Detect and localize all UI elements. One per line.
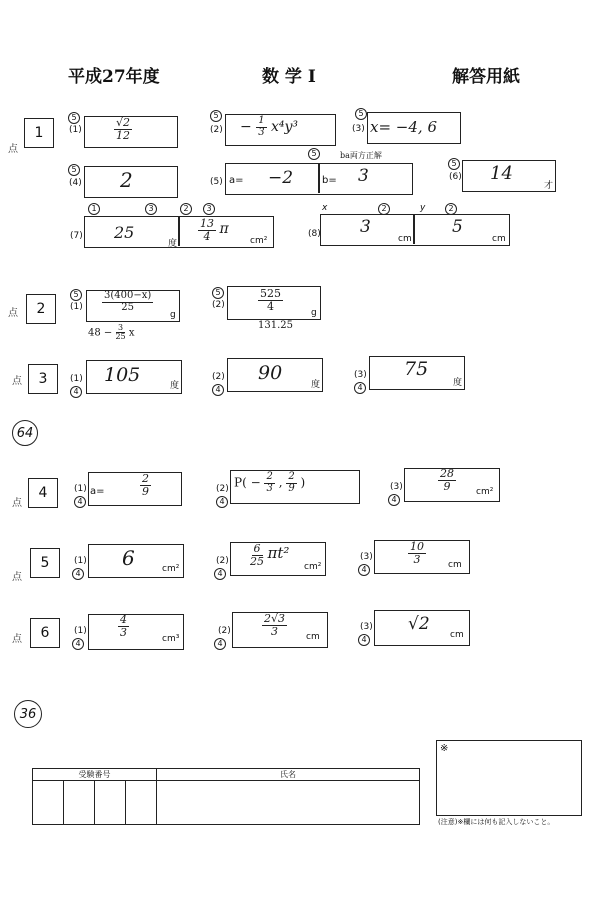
q4-3-score: 4 xyxy=(388,494,400,506)
official-use-box xyxy=(436,740,582,816)
q2-mark: 点 xyxy=(8,308,18,319)
q1-4-answer: 2 xyxy=(120,168,133,192)
q1-8-divider xyxy=(413,214,415,244)
q1-8-score-2: 2 xyxy=(445,203,457,215)
q4-3-label: (3) xyxy=(390,482,403,492)
q5-2-tail: πt² xyxy=(267,544,290,563)
q4-2-score: 4 xyxy=(216,496,228,508)
q3-1-score: 4 xyxy=(70,386,82,398)
question-number-6: 6 xyxy=(30,618,60,648)
q5-mark: 点 xyxy=(12,572,22,583)
q1-8-label: (8) xyxy=(308,229,321,239)
subtotal-score-2: 36 xyxy=(14,700,42,728)
question-number-2: 2 xyxy=(26,294,56,324)
q5-1-score: 4 xyxy=(72,568,84,580)
q2-2-num: 525 xyxy=(260,287,281,300)
q1-5-divider xyxy=(318,163,320,193)
q6-1-num: 4 xyxy=(120,613,127,626)
name-field[interactable] xyxy=(157,781,420,825)
q2-1-work-num: 3 xyxy=(118,323,124,332)
q1-7-num: 13 xyxy=(200,217,214,230)
q4-2-sign: − xyxy=(250,475,261,490)
question-number-4: 4 xyxy=(28,478,58,508)
q6-1-score: 4 xyxy=(72,638,84,650)
q5-3-den: 3 xyxy=(413,552,421,566)
q2-1-work-x: x xyxy=(128,327,135,339)
official-use-mark: ※ xyxy=(440,743,449,754)
q1-8-x-label: x xyxy=(322,203,328,213)
q4-mark: 点 xyxy=(12,498,22,509)
exam-number-header: 受験番号 xyxy=(33,769,157,781)
q1-8-unit-1: cm xyxy=(398,234,412,244)
q3-2-answer: 90 xyxy=(258,362,283,384)
q2-1-num: 3(400−x) xyxy=(104,290,152,301)
q1-7-score-2: 3 xyxy=(145,203,157,215)
q3-3-unit: 度 xyxy=(453,378,463,388)
q1-7-divider xyxy=(178,216,180,246)
q1-7-pi: π xyxy=(219,221,229,238)
answer-box-q1-8[interactable] xyxy=(320,214,510,246)
q1-3-answer: x= −4, 6 xyxy=(370,118,437,136)
q3-2-score: 4 xyxy=(212,384,224,396)
q1-5-label: (5) xyxy=(210,177,223,187)
q4-2-label: (2) xyxy=(216,484,229,494)
q3-1-answer: 105 xyxy=(104,364,141,386)
q1-6-answer: 14 xyxy=(490,163,513,184)
q5-2-score: 4 xyxy=(214,568,226,580)
subtotal-score-1: 64 xyxy=(12,420,38,446)
name-header: 氏名 xyxy=(157,769,420,781)
q5-1-answer: 6 xyxy=(122,546,135,570)
q4-3-unit: cm² xyxy=(476,487,494,497)
q1-1-den: 12 xyxy=(116,128,130,142)
q4-2-den-1: 3 xyxy=(266,482,273,494)
q6-3-unit: cm xyxy=(450,630,464,640)
q3-2-unit: 度 xyxy=(311,380,321,390)
q3-1-label: (1) xyxy=(70,374,83,384)
q1-5-b-value: 3 xyxy=(358,166,369,186)
q1-2-answer: x⁴y³ xyxy=(271,119,299,135)
q6-2-label: (2) xyxy=(218,626,231,636)
q5-2-unit: cm² xyxy=(304,562,322,572)
q2-1-work-den: 25 xyxy=(115,332,126,342)
q4-1-label: (1) xyxy=(74,484,87,494)
q3-mark: 点 xyxy=(12,376,22,387)
q1-8-value-2: 5 xyxy=(452,217,463,237)
q2-1-score: 5 xyxy=(70,289,82,301)
q1-5-note: ba両方正解 xyxy=(340,151,382,160)
q4-1-score: 4 xyxy=(74,496,86,508)
q6-2-num: 2√3 xyxy=(264,612,286,625)
q2-2-work: 131.25 xyxy=(258,320,293,331)
q4-2-suffix: ) xyxy=(300,475,306,490)
q4-1-a-label: a= xyxy=(90,486,105,497)
q6-2-score: 4 xyxy=(214,638,226,650)
q1-6-label: (6) xyxy=(449,172,462,182)
q1-1-score: 5 xyxy=(68,112,80,124)
q1-2-coef-den: 3 xyxy=(258,126,265,138)
q4-2-num-1: 2 xyxy=(266,471,273,482)
q4-2-den-2: 9 xyxy=(288,482,295,494)
q1-6-unit: 才 xyxy=(544,181,554,191)
q6-1-label: (1) xyxy=(74,626,87,636)
q1-5-a-label: a= xyxy=(229,175,244,186)
q1-7-score-4: 3 xyxy=(203,203,215,215)
q1-3-score: 5 xyxy=(355,108,367,120)
q1-2-coef-num: 1 xyxy=(258,115,265,126)
q4-1-num: 2 xyxy=(142,472,149,485)
exam-number-digit-4[interactable] xyxy=(126,781,157,825)
exam-number-digit-1[interactable] xyxy=(33,781,64,825)
q4-1-den: 9 xyxy=(142,484,149,498)
q1-7-label: (7) xyxy=(70,231,83,241)
q5-2-num: 6 xyxy=(253,542,261,555)
question-number-5: 5 xyxy=(30,548,60,578)
q5-1-label: (1) xyxy=(74,556,87,566)
q2-1-label: (1) xyxy=(70,302,83,312)
q1-5-a-value: −2 xyxy=(268,168,294,188)
q5-2-den: 25 xyxy=(250,554,264,568)
q2-2-label: (2) xyxy=(212,300,225,310)
q1-8-unit-2: cm xyxy=(492,234,506,244)
q6-2-den: 3 xyxy=(271,624,278,638)
q5-3-unit: cm xyxy=(448,560,462,570)
q1-7-score-3: 2 xyxy=(180,203,192,215)
q4-2-prefix: P( xyxy=(234,475,247,490)
q1-mark: 点 xyxy=(8,144,18,155)
q6-2-unit: cm xyxy=(306,632,320,642)
q1-8-y-label: y xyxy=(420,203,426,213)
q5-2-label: (2) xyxy=(216,556,229,566)
q3-1-unit: 度 xyxy=(170,381,180,391)
exam-number-digit-3[interactable] xyxy=(95,781,126,825)
q1-8-value-1: 3 xyxy=(360,217,371,237)
q1-6-score: 5 xyxy=(448,158,460,170)
q1-4-score: 5 xyxy=(68,164,80,176)
q6-3-score: 4 xyxy=(358,634,370,646)
q1-2-sign: − xyxy=(240,119,252,135)
q5-1-unit: cm² xyxy=(162,564,180,574)
q5-3-num: 10 xyxy=(410,540,424,553)
header-sheet-title: 解答用紙 xyxy=(452,67,520,87)
q1-7-unit-2: cm² xyxy=(250,236,268,246)
q4-3-num: 28 xyxy=(440,467,454,480)
question-number-1: 1 xyxy=(24,118,54,148)
q1-5-score: 5 xyxy=(308,148,320,160)
q5-3-label: (3) xyxy=(360,552,373,562)
header-subject: 数 学 Ⅰ xyxy=(262,67,316,87)
q1-5-b-label: b= xyxy=(322,175,337,186)
q1-3-label: (3) xyxy=(352,124,365,134)
q1-7-score-1: 1 xyxy=(88,203,100,215)
official-use-note: (注意)※欄には何も記入しないこと。 xyxy=(438,818,555,826)
q2-2-den: 4 xyxy=(267,299,274,313)
q1-7-value-1: 25 xyxy=(114,223,135,242)
q6-3-answer: √2 xyxy=(408,614,430,634)
q3-3-answer: 75 xyxy=(404,358,429,380)
q3-3-label: (3) xyxy=(354,370,367,380)
q6-1-den: 3 xyxy=(120,625,127,639)
q2-2-unit: g xyxy=(311,308,317,318)
q1-2-score: 5 xyxy=(210,110,222,122)
q1-4-label: (4) xyxy=(69,178,82,188)
q4-2-num-2: 2 xyxy=(288,471,295,482)
exam-number-digit-2[interactable] xyxy=(64,781,95,825)
q2-2-score: 5 xyxy=(212,287,224,299)
q3-3-score: 4 xyxy=(354,382,366,394)
q1-7-den: 4 xyxy=(203,229,211,243)
q6-3-label: (3) xyxy=(360,622,373,632)
q1-2-label: (2) xyxy=(210,125,223,135)
q2-1-work: 48 − xyxy=(88,327,116,339)
question-number-3: 3 xyxy=(28,364,58,394)
q5-3-score: 4 xyxy=(358,564,370,576)
q6-mark: 点 xyxy=(12,634,22,645)
examinee-info-table xyxy=(32,768,420,825)
header-year: 平成27年度 xyxy=(68,67,160,87)
q1-7-unit-1: 度 xyxy=(168,239,178,249)
q2-1-den: 25 xyxy=(121,301,134,313)
q4-3-den: 9 xyxy=(443,479,451,493)
q1-1-label: (1) xyxy=(69,125,82,135)
q3-2-label: (2) xyxy=(212,372,225,382)
q4-2-comma: , xyxy=(278,475,283,490)
q1-8-score-1: 2 xyxy=(378,203,390,215)
q1-1-num: √2 xyxy=(116,116,131,129)
answer-box-q6-1[interactable] xyxy=(88,614,184,650)
q6-1-unit: cm³ xyxy=(162,634,180,644)
q2-1-unit: g xyxy=(170,310,176,320)
